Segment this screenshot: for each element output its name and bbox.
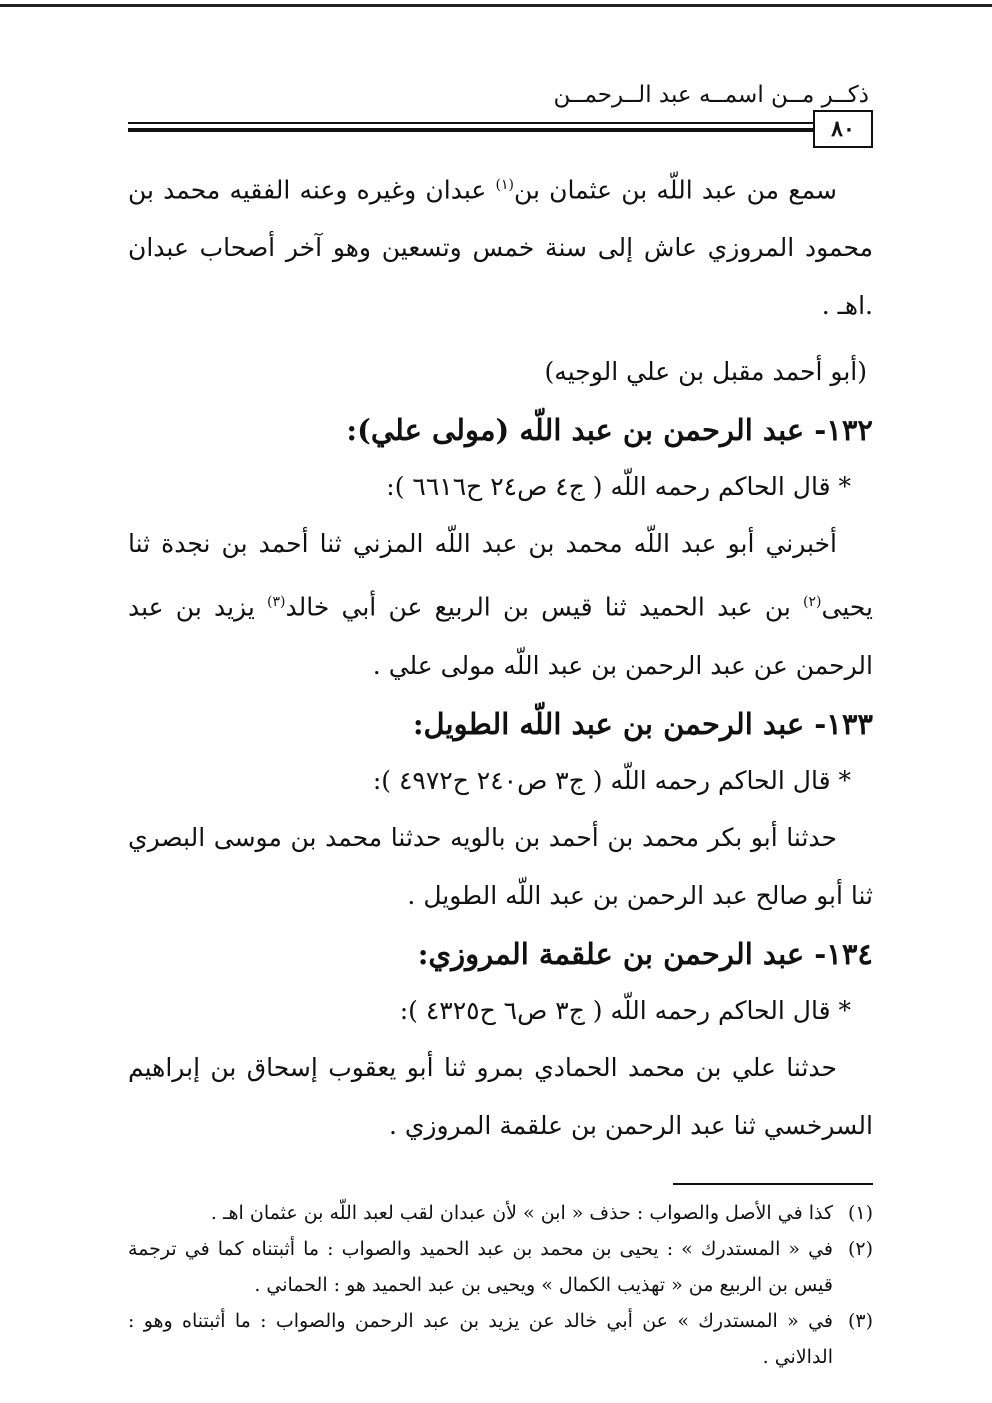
entry-citation-133: * قال الحاكم رحمه اللّه ( ج٣ ص٢٤٠ ح٤٩٧٢ ): xyxy=(372,765,851,795)
footnote-text: كذا في الأصل والصواب : حذف « ابن » لأن عبدان لقب لعبد اللّه بن عثمان اهـ . xyxy=(210,1201,833,1224)
entry-citation-132: * قال الحاكم رحمه اللّه ( ج٤ ص٢٤ ح٦٦١٦ ): xyxy=(386,472,851,502)
intro-text-2: عبدان وغيره وعنه الفقيه محمد بن محمود المروزي عاش إلى سنة خمس وتسعين وهو آخر أصحاب عبدان .اهـ . xyxy=(128,175,873,321)
header-rule-thin xyxy=(128,122,813,124)
footnote-ref-3: (٣) xyxy=(267,594,286,611)
footnote-number: (٢) xyxy=(847,1237,873,1260)
footnote-1 xyxy=(128,1195,873,1231)
footnote-text: في « المستدرك » : يحيى بن محمد بن عبد الحميد والصواب : ما أثبتناه كما في ترجمة قيس بن الربيع من « تهذيب الكمال » ويحيى بن عبد الحميد هو : الحماني . xyxy=(128,1237,833,1296)
page-number: ٨٠ xyxy=(813,110,873,148)
entry-body-132 xyxy=(128,515,873,694)
entry-heading-134: ١٣٤- عبد الرحمن بن علقمة المروزي: xyxy=(417,936,873,971)
entry-body-132-a: أخبرني أبو عبد اللّه محمد بن عبد اللّه المزني ثنا أحمد بن نجدة ثنا يحيى xyxy=(128,529,873,622)
footnote-3 xyxy=(128,1303,873,1375)
entry-heading-133: ١٣٣- عبد الرحمن بن عبد اللّه الطويل: xyxy=(412,706,873,741)
page xyxy=(128,82,873,1375)
footnote-ref-1: (١) xyxy=(495,177,514,193)
footnote-2 xyxy=(128,1231,873,1303)
kunya-line: (أبو أحمد مقبل بن علي الوجيه) xyxy=(544,357,867,387)
entry-body-133: حدثنا أبو بكر محمد بن أحمد بن بالويه حدثنا محمد بن موسى البصري ثنا أبو صالح عبد الرحمن بن عبد اللّه الطويل . xyxy=(128,822,873,910)
entry-body-132-c: يزيد بن عبد الرحمن عن عبد الرحمن بن عبد اللّه مولى علي . xyxy=(128,592,873,680)
footnote-number: (٣) xyxy=(847,1309,873,1332)
footnote-separator xyxy=(673,1183,873,1185)
footnote-number: (١) xyxy=(847,1201,873,1224)
header-rule-thick xyxy=(128,128,813,132)
header-rules xyxy=(128,116,873,156)
footnote-ref-2: (٢) xyxy=(803,594,822,611)
footnote-text: في « المستدرك » عن أبي خالد عن يزيد بن عبد الرحمن والصواب : ما أثبتناه وهو : الدالاني . xyxy=(128,1309,833,1368)
entry-body-134: حدثنا علي بن محمد الحمادي بمرو ثنا أبو يعقوب إسحاق بن إبراهيم السرخسي ثنا عبد الرحمن بن علقمة المروزي . xyxy=(128,1052,873,1140)
top-border-rule xyxy=(0,4,992,7)
intro-paragraph xyxy=(128,156,873,335)
entry-heading-132: ١٣٢- عبد الرحمن بن عبد اللّه (مولى علي): xyxy=(346,413,873,448)
intro-text: سمع من عبد اللّه بن عثمان بن xyxy=(513,175,837,205)
entry-body-132-b: بن عبد الحميد ثنا قيس بن الربيع عن أبي خالد xyxy=(285,592,804,622)
running-head: ذكــر مــن اسمــه عبد الــرحمــن xyxy=(553,82,869,108)
entry-citation-134: * قال الحاكم رحمه اللّه ( ج٣ ص٦ ح٤٣٢٥ ): xyxy=(399,995,851,1025)
